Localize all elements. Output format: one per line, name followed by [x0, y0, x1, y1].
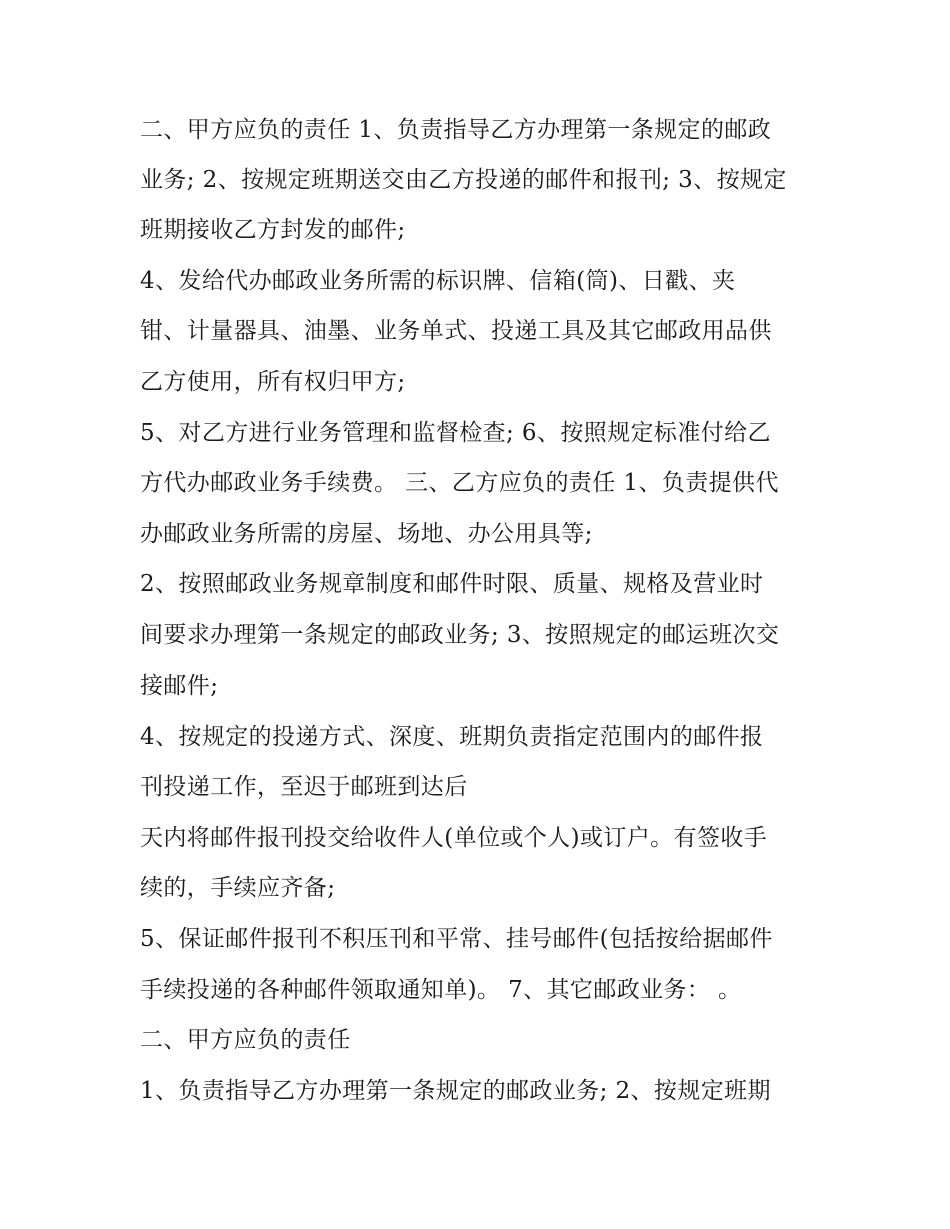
text-line: 业务; 2、按规定班期送交由乙方投递的邮件和报刊; 3、按规定: [140, 167, 787, 193]
text-line: 5、保证邮件报刊不积压刊和平常、挂号邮件(包括按给据邮件: [140, 926, 773, 952]
text-line: 二、甲方应负的责任 1、负责指导乙方办理第一条规定的邮政: [140, 117, 772, 143]
text-line: 刊投递工作，至迟于邮班到达后: [140, 774, 468, 800]
text-line: 接邮件;: [140, 673, 219, 699]
text-line: 1、负责指导乙方办理第一条规定的邮政业务; 2、按规定班期: [140, 1078, 771, 1104]
text-line: 间要求办理第一条规定的邮政业务; 3、按照规定的邮运班次交: [140, 622, 780, 648]
text-line: 4、发给代办邮政业务所需的标识牌、信箱(筒)、日戳、夹: [140, 268, 736, 294]
text-line: 乙方使用，所有权归甲方;: [140, 369, 406, 395]
text-line: 二、甲方应负的责任: [140, 1027, 351, 1053]
text-line: 天内将邮件报刊投交给收件人(单位或个人)或订户。有签收手: [140, 825, 768, 851]
text-line: 办邮政业务所需的房屋、场地、办公用具等;: [140, 521, 593, 547]
text-line: 手续投递的各种邮件领取通知单)。 7、其它邮政业务： 。: [140, 977, 742, 1003]
text-line: 5、对乙方进行业务管理和监督检查; 6、按照规定标准付给乙: [140, 420, 771, 446]
text-line: 方代办邮政业务手续费。 三、乙方应负的责任 1、负责提供代: [140, 470, 779, 496]
text-line: 钳、计量器具、油墨、业务单式、投递工具及其它邮政用品供: [140, 318, 772, 344]
text-line: 班期接收乙方封发的邮件;: [140, 217, 406, 243]
text-line: 4、按规定的投递方式、深度、班期负责指定范围内的邮件报: [140, 724, 764, 750]
text-line: 2、按照邮政业务规章制度和邮件时限、质量、规格及营业时: [140, 571, 764, 597]
text-line: 续的，手续应齐备;: [140, 875, 336, 901]
